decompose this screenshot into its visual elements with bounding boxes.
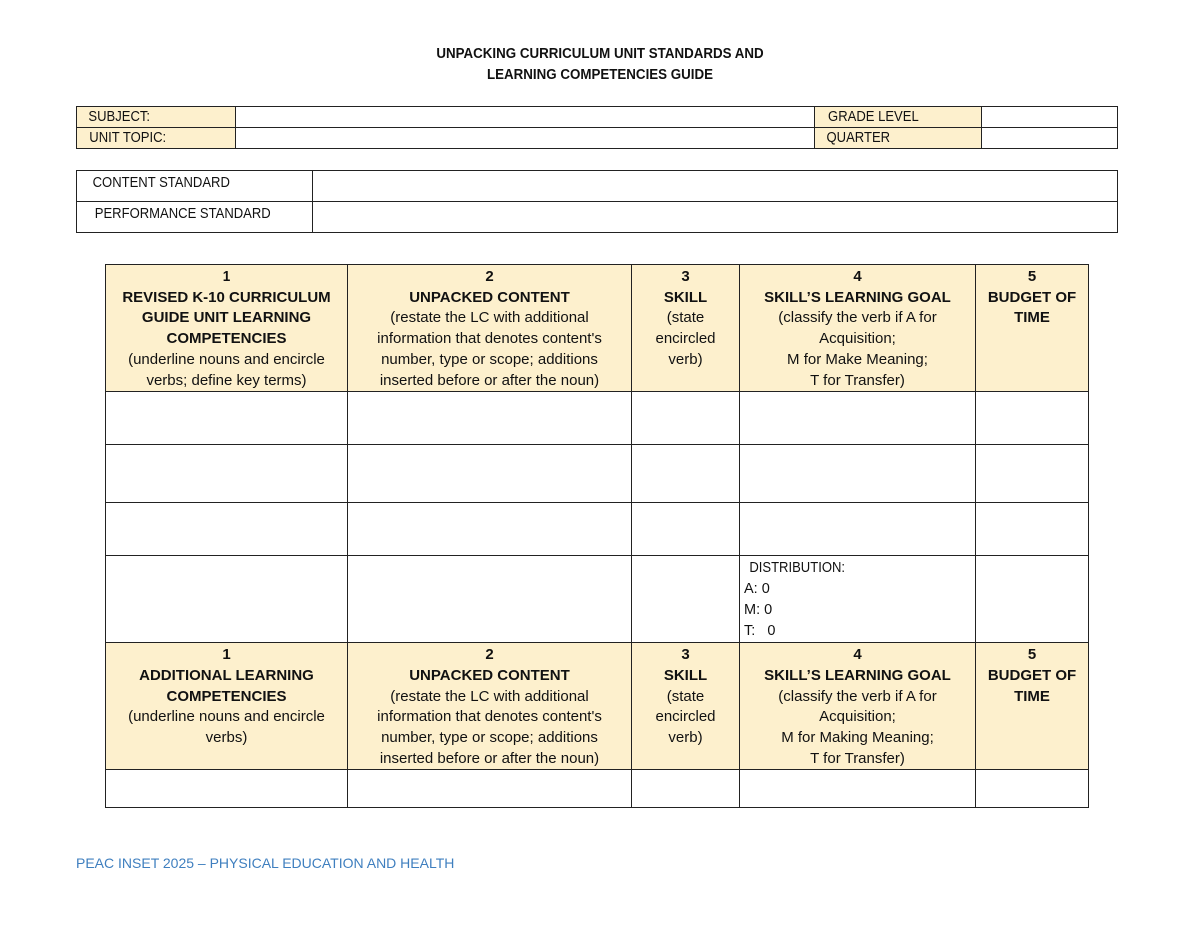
unit-topic-field[interactable]	[236, 128, 815, 149]
quarter-label: QUARTER	[815, 128, 982, 149]
content-standard-row	[77, 171, 1118, 202]
learning-goal-cell[interactable]	[740, 503, 976, 556]
distribution-cell	[740, 556, 976, 643]
header-cell-unpacked-content: 2 UNPACKED CONTENT (restate the LC with additional information that denotes content's number, type or scope; additions inserted before or after the noun)	[348, 643, 632, 770]
unit-topic-row	[77, 128, 1118, 149]
header-cell-competencies: 1 REVISED K-10 CURRICULUM GUIDE UNIT LEARNING COMPETENCIES (underline nouns and encircle verbs; define key terms)	[106, 265, 348, 392]
subject-row	[77, 107, 1118, 128]
skill-cell[interactable]	[632, 770, 740, 808]
distribution-row	[106, 556, 1089, 643]
unit-topic-label: UNIT TOPIC:	[77, 128, 236, 149]
footer-text: PEAC INSET 2025 – PHYSICAL EDUCATION AND HEALTH	[76, 855, 455, 871]
header-cell-skill: 3 SKILL (state encircled verb)	[632, 265, 740, 392]
performance-standard-field[interactable]	[313, 202, 1118, 233]
subject-label: SUBJECT:	[77, 107, 236, 128]
competency-cell[interactable]	[106, 392, 348, 445]
table-row	[106, 770, 1089, 808]
table-row	[106, 445, 1089, 503]
title-line-1: UNPACKING CURRICULUM UNIT STANDARDS AND	[436, 46, 764, 62]
budget-cell[interactable]	[976, 556, 1089, 643]
header-cell-learning-goal: 4 SKILL’S LEARNING GOAL (classify the verb if A for Acquisition; M for Make Meaning; T for Transfer)	[740, 265, 976, 392]
content-standard-field[interactable]	[313, 171, 1118, 202]
budget-cell[interactable]	[976, 770, 1089, 808]
unpacked-content-cell[interactable]	[348, 392, 632, 445]
additional-header-row	[106, 643, 1089, 770]
learning-goal-cell[interactable]	[740, 392, 976, 445]
grade-level-field[interactable]	[982, 107, 1118, 128]
header-cell-learning-goal: 4 SKILL’S LEARNING GOAL (classify the verb if A for Acquisition; M for Making Meaning; T for Transfer)	[740, 643, 976, 770]
header-cell-unpacked-content: 2 UNPACKED CONTENT (restate the LC with additional information that denotes content's number, type or scope; additions inserted before or after the noun)	[348, 265, 632, 392]
distribution-t: T: 0	[744, 623, 776, 640]
subject-field[interactable]	[236, 107, 815, 128]
distribution-a: A: 0	[744, 581, 770, 598]
standards-table	[76, 170, 1118, 233]
unpacked-content-cell[interactable]	[348, 556, 632, 643]
skill-cell[interactable]	[632, 392, 740, 445]
learning-goal-cell[interactable]	[740, 770, 976, 808]
competency-cell[interactable]	[106, 445, 348, 503]
quarter-field[interactable]	[982, 128, 1118, 149]
competency-cell[interactable]	[106, 770, 348, 808]
header-cell-budget-of-time: 5 BUDGET OF TIME	[976, 265, 1089, 392]
unpacked-content-cell[interactable]	[348, 770, 632, 808]
unpacked-content-cell[interactable]	[348, 445, 632, 503]
distribution-m: M: 0	[744, 602, 773, 619]
competency-cell[interactable]	[106, 556, 348, 643]
skill-cell[interactable]	[632, 445, 740, 503]
budget-cell[interactable]	[976, 503, 1089, 556]
info-table	[76, 106, 1118, 149]
budget-cell[interactable]	[976, 445, 1089, 503]
learning-goal-cell[interactable]	[740, 445, 976, 503]
distribution-label: DISTRIBUTION:	[749, 560, 846, 577]
header-cell-additional-competencies: 1 ADDITIONAL LEARNING COMPETENCIES (underline nouns and encircle verbs)	[106, 643, 348, 770]
document-title	[48, 44, 1152, 86]
header-cell-budget-of-time: 5 BUDGET OF TIME	[976, 643, 1089, 770]
header-cell-skill: 3 SKILL (state encircled verb)	[632, 643, 740, 770]
performance-standard-row	[77, 202, 1118, 233]
performance-standard-label: PERFORMANCE STANDARD	[77, 202, 313, 233]
competencies-table	[105, 264, 1089, 808]
title-line-2: LEARNING COMPETENCIES GUIDE	[486, 67, 714, 83]
budget-cell[interactable]	[976, 392, 1089, 445]
table-row	[106, 503, 1089, 556]
table-row	[106, 392, 1089, 445]
unpacked-content-cell[interactable]	[348, 503, 632, 556]
grade-level-label: GRADE LEVEL	[815, 107, 982, 128]
main-header-row	[106, 265, 1089, 392]
competency-cell[interactable]	[106, 503, 348, 556]
skill-cell[interactable]	[632, 503, 740, 556]
skill-cell[interactable]	[632, 556, 740, 643]
content-standard-label: CONTENT STANDARD	[77, 171, 313, 202]
